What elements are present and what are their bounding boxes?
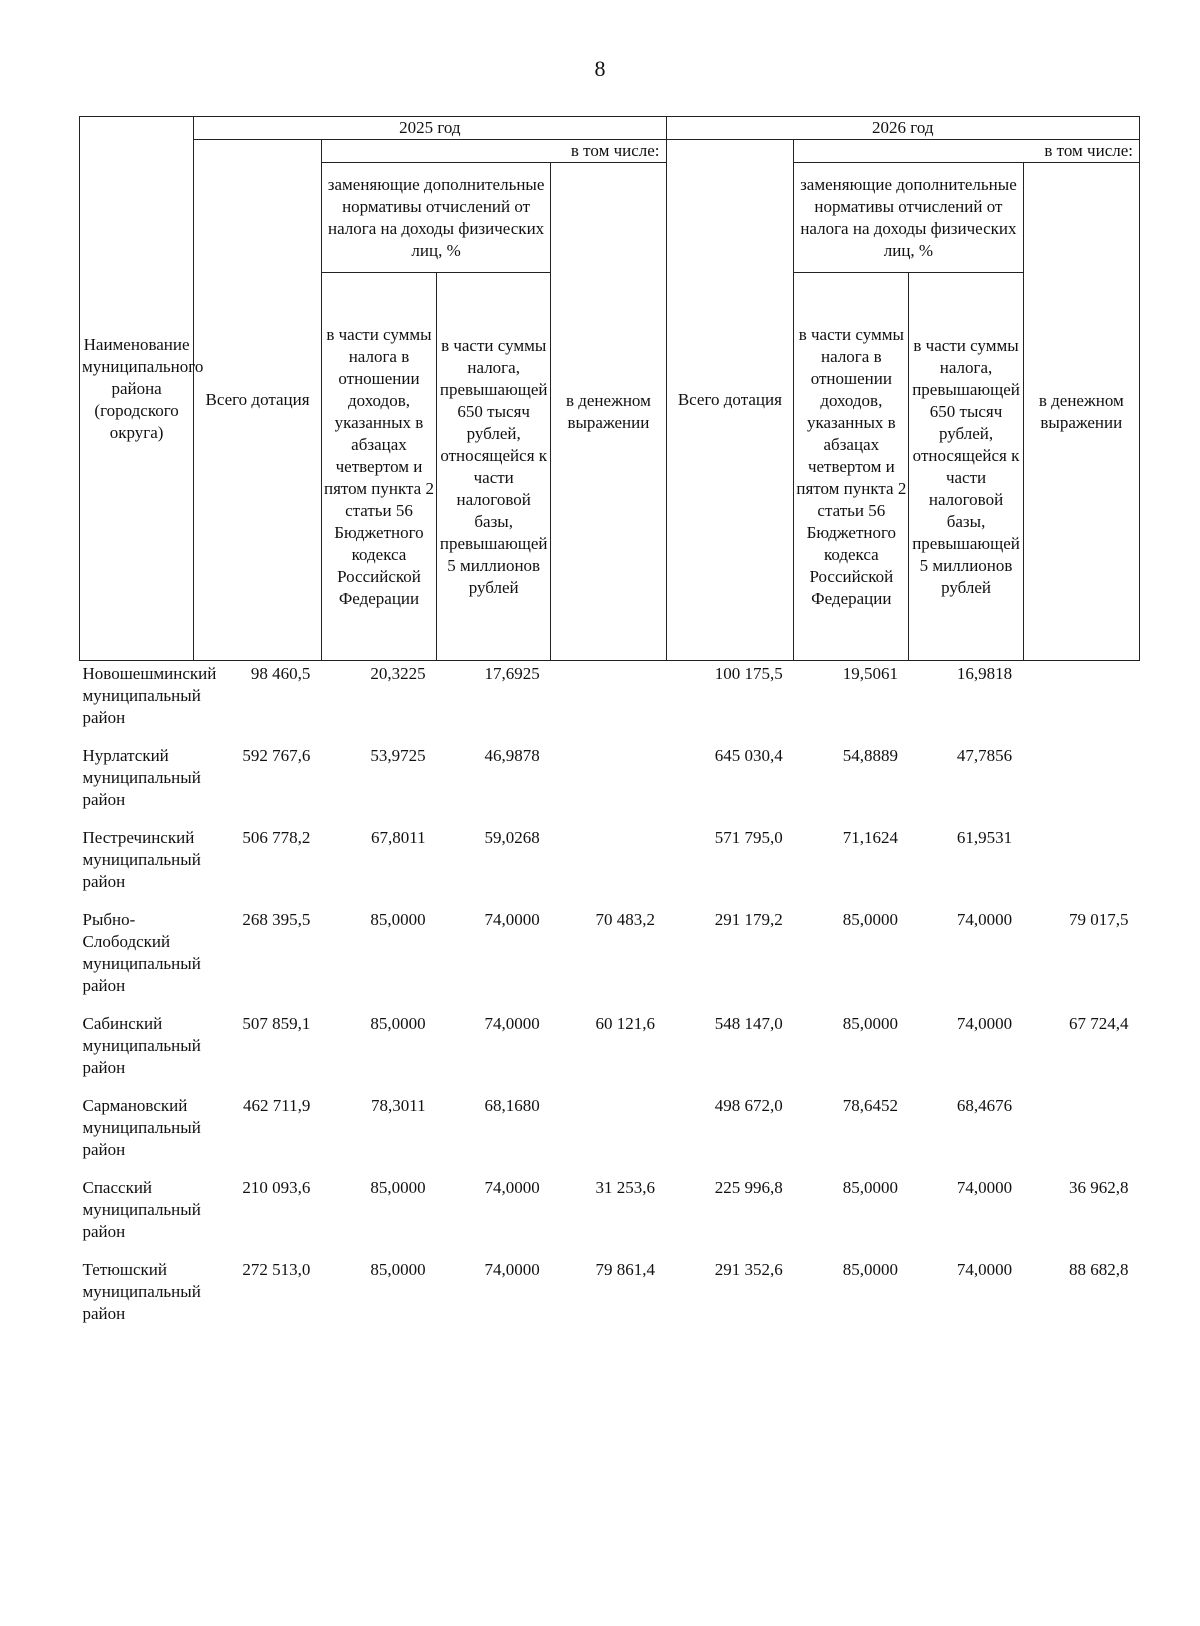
table-header <box>80 117 1140 661</box>
cell-rate-article56-2025: 85,0000 <box>370 910 426 929</box>
cell-rate-excess-2025: 74,0000 <box>484 1260 540 1279</box>
table-row <box>80 825 1140 907</box>
cell-rate-excess-2025: 17,6925 <box>484 664 540 683</box>
cell-rate-article56-2026: 54,8889 <box>842 746 898 765</box>
cell-rate-excess-2026: 74,0000 <box>956 1178 1013 1197</box>
cell-money-2025 <box>551 661 666 744</box>
header-year-2025: 2025 год <box>194 117 666 140</box>
cell-rate-excess-2025: 46,9878 <box>484 746 540 765</box>
cell-rate-article56-2025: 78,3011 <box>370 1096 426 1115</box>
cell-total-2025: 268 395,5 <box>242 910 311 929</box>
cell-total-2026: 498 672,0 <box>714 1096 783 1115</box>
header-total-2026: Всего дотация <box>666 140 794 661</box>
cell-total-2025: 210 093,6 <box>242 1178 311 1197</box>
header-money-2025: в денежном выражении <box>551 163 666 661</box>
header-replacing-rates-2025: заменяющие дополнительные нормативы отчислений от налога на доходы физических лиц, % <box>321 163 550 273</box>
header-year-2026: 2026 год <box>666 117 1139 140</box>
cell-money-2025 <box>551 1093 666 1175</box>
cell-rate-article56-2026: 71,1624 <box>842 828 898 847</box>
header-part-excess-2026: в части суммы налога, превышающей 650 тысяч рублей, относящейся к части налоговой базы, превышающей 5 миллионов рублей <box>909 273 1023 661</box>
cell-total-2025: 272 513,0 <box>242 1260 311 1279</box>
cell-rate-article56-2026: 85,0000 <box>842 910 898 929</box>
header-municipality-name: Наименование муниципального района (городского округа) <box>80 117 194 661</box>
page-number: 8 <box>594 56 606 81</box>
cell-money-2025: 60 121,6 <box>595 1014 656 1033</box>
cell-money-2026 <box>1023 743 1139 825</box>
cell-total-2026: 571 795,0 <box>714 828 783 847</box>
cell-rate-excess-2026: 61,9531 <box>956 828 1013 847</box>
cell-rate-article56-2025: 85,0000 <box>370 1014 426 1033</box>
table-row <box>80 743 1140 825</box>
table-row <box>80 1011 1140 1093</box>
header-including-2025: в том числе: <box>321 140 666 163</box>
cell-money-2025 <box>551 825 666 907</box>
cell-municipality-name: Рыбно-Слободский муниципальный район <box>82 910 201 995</box>
cell-money-2026 <box>1023 1093 1139 1175</box>
table-row <box>80 1175 1140 1257</box>
cell-municipality-name: Сармановский муниципальный район <box>82 1096 201 1159</box>
cell-municipality-name: Пестречинский муниципальный район <box>82 828 201 891</box>
cell-money-2026: 88 682,8 <box>1069 1260 1129 1279</box>
table-row <box>80 661 1140 744</box>
cell-municipality-name: Спасский муниципальный район <box>82 1178 201 1241</box>
header-part-article56-2025: в части суммы налога в отношении доходов, указанных в абзацах четвертом и пятом пункта 2 статьи 56 Бюджетного кодекса Российской Федерации <box>321 273 436 661</box>
cell-total-2026: 645 030,4 <box>714 746 783 765</box>
cell-municipality-name: Сабинский муниципальный район <box>82 1014 201 1077</box>
cell-total-2026: 548 147,0 <box>714 1014 783 1033</box>
header-part-excess-2025: в части суммы налога, превышающей 650 тысяч рублей, относящейся к части налоговой базы, превышающей 5 миллионов рублей <box>437 273 551 661</box>
cell-rate-excess-2025: 59,0268 <box>484 828 540 847</box>
cell-total-2026: 291 352,6 <box>714 1260 783 1279</box>
cell-rate-excess-2025: 74,0000 <box>484 1178 540 1197</box>
cell-rate-article56-2025: 20,3225 <box>370 664 426 683</box>
cell-rate-article56-2026: 78,6452 <box>842 1096 898 1115</box>
cell-rate-excess-2026: 47,7856 <box>956 746 1013 765</box>
cell-rate-excess-2025: 74,0000 <box>484 910 540 929</box>
cell-rate-excess-2026: 68,4676 <box>956 1096 1013 1115</box>
header-money-2026: в денежном выражении <box>1023 163 1139 661</box>
cell-municipality-name: Новошешминский муниципальный район <box>82 664 217 727</box>
header-replacing-rates-2026: заменяющие дополнительные нормативы отчислений от налога на доходы физических лиц, % <box>794 163 1023 273</box>
cell-rate-excess-2025: 68,1680 <box>484 1096 540 1115</box>
cell-rate-excess-2026: 74,0000 <box>956 1014 1013 1033</box>
cell-money-2025: 31 253,6 <box>595 1178 656 1197</box>
cell-total-2025: 507 859,1 <box>242 1014 311 1033</box>
cell-total-2026: 291 179,2 <box>714 910 783 929</box>
cell-rate-article56-2026: 85,0000 <box>842 1260 898 1279</box>
cell-money-2025: 79 861,4 <box>595 1260 656 1279</box>
cell-money-2026 <box>1023 825 1139 907</box>
cell-municipality-name: Нурлатский муниципальный район <box>82 746 201 809</box>
cell-rate-article56-2025: 85,0000 <box>370 1178 426 1197</box>
header-total-2025: Всего дотация <box>194 140 322 661</box>
cell-money-2026: 36 962,8 <box>1069 1178 1129 1197</box>
cell-rate-article56-2026: 85,0000 <box>842 1178 898 1197</box>
cell-rate-excess-2025: 74,0000 <box>484 1014 540 1033</box>
cell-money-2026 <box>1023 661 1139 744</box>
cell-rate-excess-2026: 74,0000 <box>956 1260 1013 1279</box>
subsidy-table <box>79 116 1140 1339</box>
cell-money-2025 <box>551 743 666 825</box>
header-including-2026: в том числе: <box>794 140 1140 163</box>
cell-money-2026: 79 017,5 <box>1069 910 1129 929</box>
cell-municipality-name: Тетюшский муниципальный район <box>82 1260 201 1323</box>
cell-total-2025: 592 767,6 <box>242 746 311 765</box>
cell-rate-excess-2026: 16,9818 <box>956 664 1013 683</box>
cell-rate-article56-2025: 85,0000 <box>370 1260 426 1279</box>
cell-rate-article56-2026: 85,0000 <box>842 1014 898 1033</box>
cell-total-2026: 225 996,8 <box>714 1178 783 1197</box>
cell-rate-article56-2026: 19,5061 <box>842 664 898 683</box>
cell-total-2026: 100 175,5 <box>714 664 783 683</box>
cell-rate-excess-2026: 74,0000 <box>956 910 1013 929</box>
cell-total-2025: 506 778,2 <box>242 828 311 847</box>
cell-total-2025: 98 460,5 <box>250 664 311 683</box>
table-row <box>80 1257 1140 1339</box>
cell-rate-article56-2025: 67,8011 <box>370 828 426 847</box>
table-row <box>80 907 1140 1011</box>
cell-rate-article56-2025: 53,9725 <box>370 746 426 765</box>
table-row <box>80 1093 1140 1175</box>
table-body <box>80 661 1140 1340</box>
header-part-article56-2026: в части суммы налога в отношении доходов, указанных в абзацах четвертом и пятом пункта 2 статьи 56 Бюджетного кодекса Российской Федерации <box>794 273 909 661</box>
cell-money-2026: 67 724,4 <box>1069 1014 1129 1033</box>
cell-money-2025: 70 483,2 <box>595 910 656 929</box>
cell-total-2025: 462 711,9 <box>243 1096 311 1115</box>
